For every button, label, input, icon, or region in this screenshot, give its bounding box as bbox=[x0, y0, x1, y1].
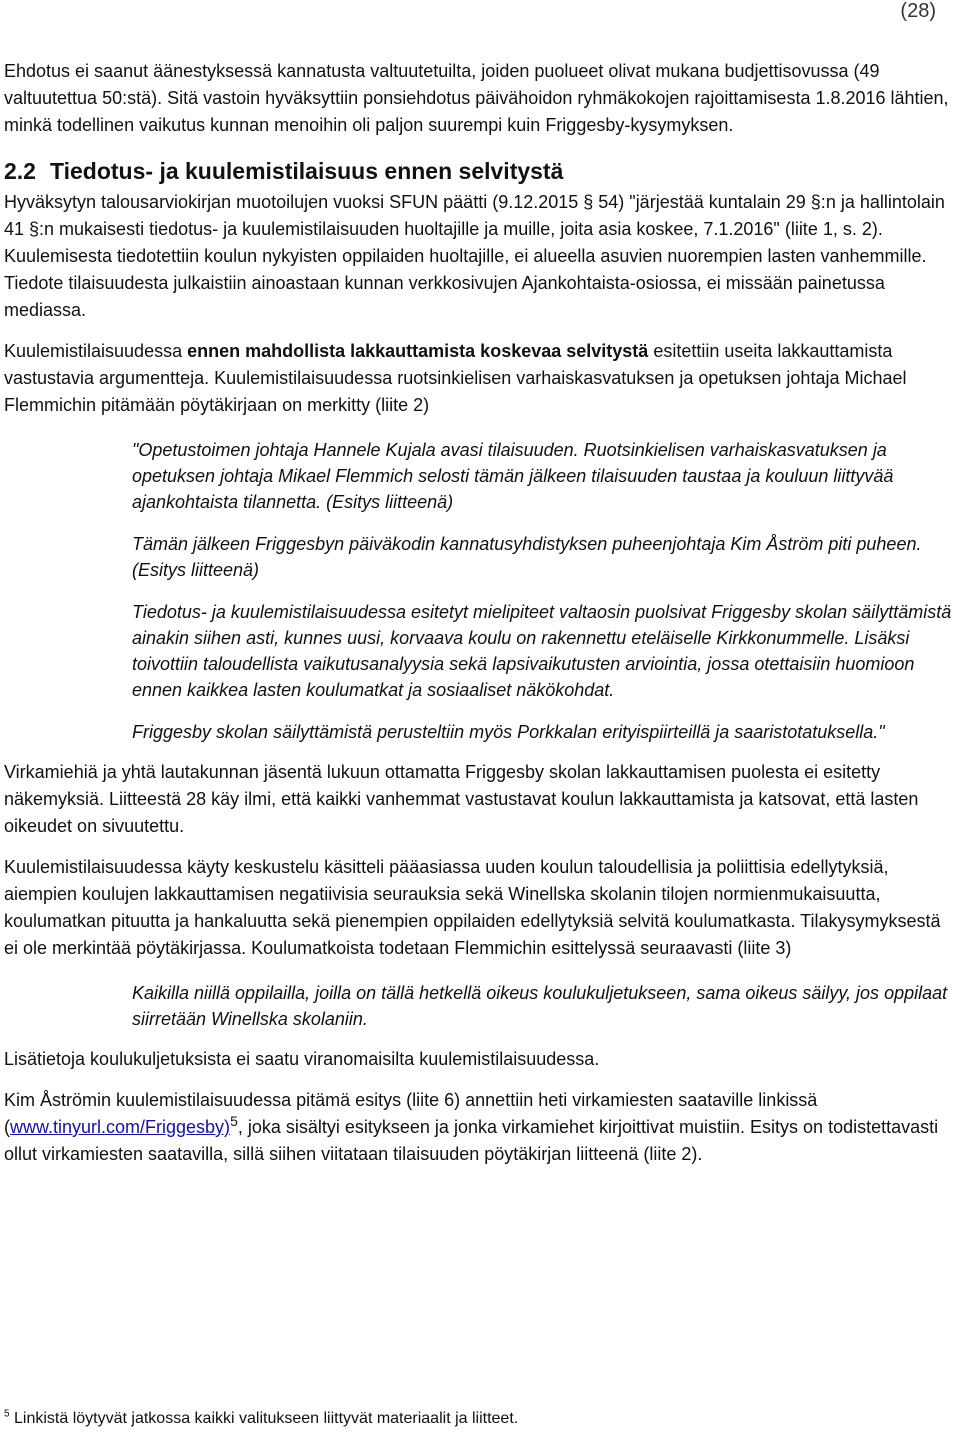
paragraph-budget-vote: Ehdotus ei saanut äänestyksessä kannatusta valtuutetuilta, joiden puolueet olivat mukana budjettisovussa (49 valtuutettua 50:stä). Sitä vastoin hyväksyttiin ponsiehdotus päivähoidon ryhmäkokojen rajoittamisesta 1.8.2016 lähtien, minkä todellinen vaikutus kunnan menoihin oli paljon suurempi kuin Friggesby-kysymyksen. bbox=[4, 61, 949, 135]
paragraph-arguments-bold: ennen mahdollista lakkauttamista koskevaa selvitystä bbox=[187, 341, 649, 361]
paragraph-hearing-decision: Hyväksytyn talousarviokirjan muotoilujen vuoksi SFUN päätti (9.12.2015 § 54) "järjestää kuntalain 29 §:n ja hallintolain 41 §:n mukaisesti tiedotus- ja kuulemistilaisuuden huoltajille ja muille, joita asia koskee, 7.1.2016" (liite 1, s. 2). Kuulemisesta tiedotettiin koulun nykyisten oppilaiden huoltajille, ei alueella asuvien nuorempien lasten vanhemmille. bbox=[4, 192, 945, 266]
section-number: 2.2 bbox=[4, 158, 36, 184]
paragraph-presentation bbox=[4, 1087, 956, 1168]
quote-paragraph: Tämän jälkeen Friggesbyn päiväkodin kannatusyhdistyksen puheenjohtaja Kim Åström piti puheen. (Esitys liitteenä) bbox=[132, 534, 922, 580]
page-number: (28) bbox=[900, 0, 936, 22]
friggesby-link[interactable]: www.tinyurl.com/Friggesby) bbox=[10, 1117, 231, 1137]
paragraph-views: Virkamiehiä ja yhtä lautakunnan jäsentä lukuun ottamatta Friggesby skolan lakkauttamisen puolesta ei esitetty näkemyksiä. Liitteestä 28 käy ilmi, että kaikki vanhemmat vastustavat koulun lakkauttamista ja katsovat, että lasten oikeudet on sivuutettu. bbox=[4, 762, 919, 836]
paragraph-arguments-post: esitettiin useita lakkauttamista vastustavia argumentteja. Kuulemistilaisuudessa ruotsinkielisen varhaiskasvatuksen ja opetuksen johtaja Michael Flemmichin pitämään pöytäkirjaan on merkitty (liite 2) bbox=[4, 341, 907, 415]
paragraph-transport-info: Lisätietoja koulukuljetuksista ei saatu viranomaisilta kuulemistilaisuudessa. bbox=[4, 1049, 600, 1069]
quote-paragraph: Friggesby skolan säilyttämistä perusteltiin myös Porkkalan erityispiirteillä ja saaristotatuksella." bbox=[132, 722, 885, 742]
paragraph-arguments bbox=[4, 338, 956, 419]
paragraph-arguments-pre: Kuulemistilaisuudessa bbox=[4, 341, 188, 361]
paragraph-presentation-post: , joka sisältyi esitykseen ja jonka virkamiehet kirjoittivat muistiin. Esitys on todistettavasti ollut virkamiesten saatavilla, sillä siihen viitataan tilaisuuden pöytäkirjan liitteenä (liite 2). bbox=[4, 1117, 939, 1164]
document-body bbox=[4, 58, 956, 1168]
section-title: Tiedotus- ja kuulemistilaisuus ennen selvitystä bbox=[49, 158, 564, 184]
footnote bbox=[4, 1410, 518, 1428]
minutes-quote-block bbox=[4, 437, 956, 745]
section-heading bbox=[4, 155, 956, 187]
quote-paragraph: Kaikilla niillä oppilailla, joilla on tällä hetkellä oikeus koulukuljetukseen, sama oikeus säilyy, jos oppilaat siirretään Winellska skolaniin. bbox=[132, 983, 948, 1029]
quote-paragraph: Tiedotus- ja kuulemistilaisuudessa esitetyt mielipiteet valtaosin puolsivat Friggesby skolan säilyttämistä ainakin siihen asti, kunnes uusi, korvaava koulu on rakennettu eteläiselle Kirkkonummelle. Lisäksi toivottiin taloudellista vaikutusanalyysia sekä lapsivaikutusten arviointia, jossa otettaisiin huomioon ennen kaikkea lasten koulumatkat ja sosiaaliset näkökohdat. bbox=[132, 602, 952, 700]
paragraph-discussion: Kuulemistilaisuudessa käyty keskustelu käsitteli pääasiassa uuden koulun taloudellisia ja poliittisia edellytyksiä, aiempien koulujen lakkauttamisen negatiivisia seurauksia sekä Winellska skolanin tilojen normienmukaisuutta, koulumatkan pituutta ja hankaluutta sekä pienempien oppilaiden edellytyksiä selvitä koulumatkasta. Tilakysymyksestä ei ole merkintää pöytäkirjassa. Koulumatkoista todetaan Flemmichin esittelyssä seuraavasti (liite 3) bbox=[4, 857, 941, 958]
paragraph-presentation-pre: Kim Åströmin kuulemistilaisuudessa pitämä esitys (liite 6) annettiin heti virkamiesten saataville linkissä ( bbox=[4, 1090, 818, 1137]
quote-paragraph: "Opetustoimen johtaja Hannele Kujala avasi tilaisuuden. Ruotsinkielisen varhaiskasvatuksen ja opetuksen johtaja Mikael Flemmich selosti tämän jälkeen tilaisuuden taustaa ja kouluun liittyvää ajankohtaista tilannetta. (Esitys liitteenä) bbox=[132, 440, 894, 512]
footnote-marker: 5 bbox=[4, 1408, 10, 1420]
footnote-text: Linkistä löytyvät jatkossa kaikki valitukseen liittyvät materiaalit ja liitteet. bbox=[14, 1410, 519, 1427]
footnote-ref: 5 bbox=[230, 1113, 238, 1129]
transport-quote-block bbox=[4, 980, 956, 1032]
paragraph-announcement: Tiedote tilaisuudesta julkaistiin ainoastaan kunnan verkkosivujen Ajankohtaista-osiossa, ei missään painetussa mediassa. bbox=[4, 273, 885, 320]
